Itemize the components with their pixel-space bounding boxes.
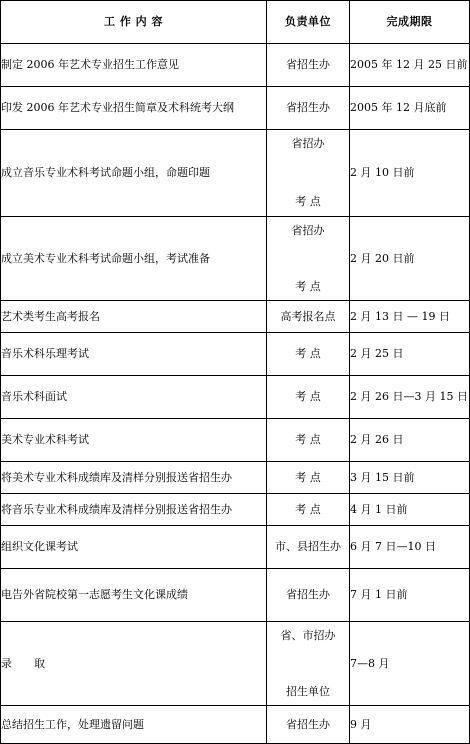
deadline-cell: 2 月 13 日 — 19 日 bbox=[350, 301, 470, 333]
header-row bbox=[1, 1, 470, 44]
unit-cell: 考 点 bbox=[267, 494, 350, 526]
unit-line: 招生单位 bbox=[286, 684, 330, 698]
deadline-cell: 2 月 20 日前 bbox=[350, 217, 470, 301]
deadline-cell: 2005 年 12 月 25 日前 bbox=[350, 44, 470, 87]
unit-line: 省招办 bbox=[291, 223, 325, 237]
header-unit: 负责单位 bbox=[267, 1, 350, 44]
table-row bbox=[1, 376, 470, 419]
task-cell: 电告外省院校第一志愿考生文化课成绩 bbox=[1, 569, 267, 622]
table-row bbox=[1, 130, 470, 217]
unit-cell: 省招生办 bbox=[267, 44, 350, 87]
unit-cell: 市、县招生办 bbox=[267, 526, 350, 569]
unit-line: 考 点 bbox=[295, 195, 321, 208]
unit-cell bbox=[267, 130, 350, 217]
task-cell: 将音乐专业术科成绩库及清样分别报送省招生办 bbox=[1, 494, 267, 526]
header-deadline: 完成期限 bbox=[350, 1, 470, 44]
task-cell: 美术专业术科考试 bbox=[1, 419, 267, 462]
unit-cell: 省招生办 bbox=[267, 87, 350, 130]
table-row bbox=[1, 494, 470, 526]
header-task: 工 作 内 容 bbox=[1, 1, 267, 44]
table-row bbox=[1, 526, 470, 569]
task-cell: 总结招生工作，处理遗留问题 bbox=[1, 706, 267, 744]
table-row bbox=[1, 217, 470, 301]
table-row bbox=[1, 462, 470, 494]
task-cell: 成立音乐专业术科考试命题小组，命题印题 bbox=[1, 130, 267, 217]
deadline-cell: 2 月 26 日 bbox=[350, 419, 470, 462]
deadline-cell: 4 月 1 日前 bbox=[350, 494, 470, 526]
task-cell: 成立美术专业术科考试命题小组，考试准备 bbox=[1, 217, 267, 301]
deadline-cell: 2 月 10 日前 bbox=[350, 130, 470, 217]
table-row bbox=[1, 44, 470, 87]
task-cell: 组织文化课考试 bbox=[1, 526, 267, 569]
unit-cell: 高考报名点 bbox=[267, 301, 350, 333]
unit-cell: 考 点 bbox=[267, 376, 350, 419]
deadline-cell: 2 月 26 日—3 月 15 日 bbox=[350, 376, 470, 419]
task-cell: 艺术类考生高考报名 bbox=[1, 301, 267, 333]
deadline-cell: 3 月 15 日前 bbox=[350, 462, 470, 494]
task-cell: 印发 2006 年艺术专业招生简章及术科统考大纲 bbox=[1, 87, 267, 130]
unit-cell bbox=[267, 622, 350, 706]
unit-cell: 考 点 bbox=[267, 419, 350, 462]
unit-cell: 省招生办 bbox=[267, 706, 350, 744]
task-cell: 制定 2006 年艺术专业招生工作意见 bbox=[1, 44, 267, 87]
table-row bbox=[1, 622, 470, 706]
unit-line: 省、市招办 bbox=[280, 628, 336, 642]
deadline-cell: 2 月 25 日 bbox=[350, 333, 470, 376]
task-cell: 音乐术科乐理考试 bbox=[1, 333, 267, 376]
unit-line: 考 点 bbox=[295, 279, 321, 293]
unit-cell: 考 点 bbox=[267, 333, 350, 376]
unit-cell: 省招生办 bbox=[267, 569, 350, 622]
table-row bbox=[1, 301, 470, 333]
deadline-cell: 2005 年 12 月底前 bbox=[350, 87, 470, 130]
task-cell: 将美术专业术科成绩库及清样分别报送省招生办 bbox=[1, 462, 267, 494]
table-row bbox=[1, 333, 470, 376]
deadline-cell: 6 月 7 日—10 日 bbox=[350, 526, 470, 569]
unit-cell: 考 点 bbox=[267, 462, 350, 494]
table-row bbox=[1, 87, 470, 130]
deadline-cell: 9 月 bbox=[350, 706, 470, 744]
deadline-cell: 7 月 1 日前 bbox=[350, 569, 470, 622]
table-row bbox=[1, 569, 470, 622]
unit-line: 省招办 bbox=[291, 137, 325, 150]
table-row bbox=[1, 419, 470, 462]
deadline-cell: 7—8 月 bbox=[350, 622, 470, 706]
task-cell: 音乐术科面试 bbox=[1, 376, 267, 419]
table-row bbox=[1, 706, 470, 744]
task-cell: 录 取 bbox=[1, 622, 267, 706]
unit-cell bbox=[267, 217, 350, 301]
